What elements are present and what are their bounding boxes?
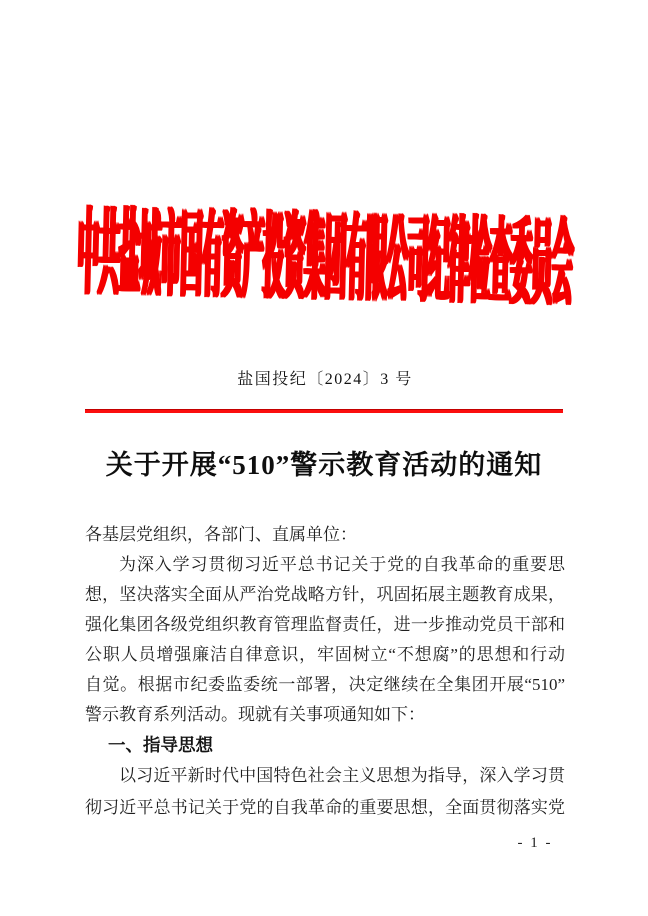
notice-body	[85, 520, 565, 824]
notice-title: 关于开展“510”警示教育活动的通知	[105, 450, 543, 480]
body-line: 以习近平新时代中国特色社会主义思想为指导，深入学习贯	[119, 766, 565, 785]
body-line: 为深入学习贯彻习近平总书记关于党的自我革命的重要思	[119, 555, 565, 574]
salutation-line: 各基层党组织，各部门、直属单位：	[85, 525, 357, 544]
body-line: 强化集团各级党组织教育管理监督责任，进一步推动党员干部和	[85, 615, 565, 634]
body-line: 彻习近平总书记关于党的自我革命的重要思想，全面贯彻落实党	[85, 798, 565, 817]
body-line: 自觉。根据市纪委监委统一部署，决定继续在全集团开展“510”	[85, 675, 565, 694]
body-line: 公职人员增强廉洁自律意识，牢固树立“不想腐”的思想和行动	[85, 645, 565, 664]
document-number: 盐国投纪〔2024〕3 号	[237, 371, 413, 388]
letterhead-issuer-title: 中共盐城市国有资产投资集团有限公司纪律检查委员会	[76, 200, 574, 318]
body-line: 警示教育系列活动。现就有关事项通知如下：	[85, 705, 425, 724]
page-number: - 1 -	[517, 835, 553, 851]
body-line: 想，坚决落实全面从严治党战略方针，巩固拓展主题教育成果，	[85, 585, 565, 604]
red-separator-line	[85, 409, 563, 413]
letterhead	[76, 200, 574, 318]
section-heading: 一、指导思想	[108, 735, 213, 755]
